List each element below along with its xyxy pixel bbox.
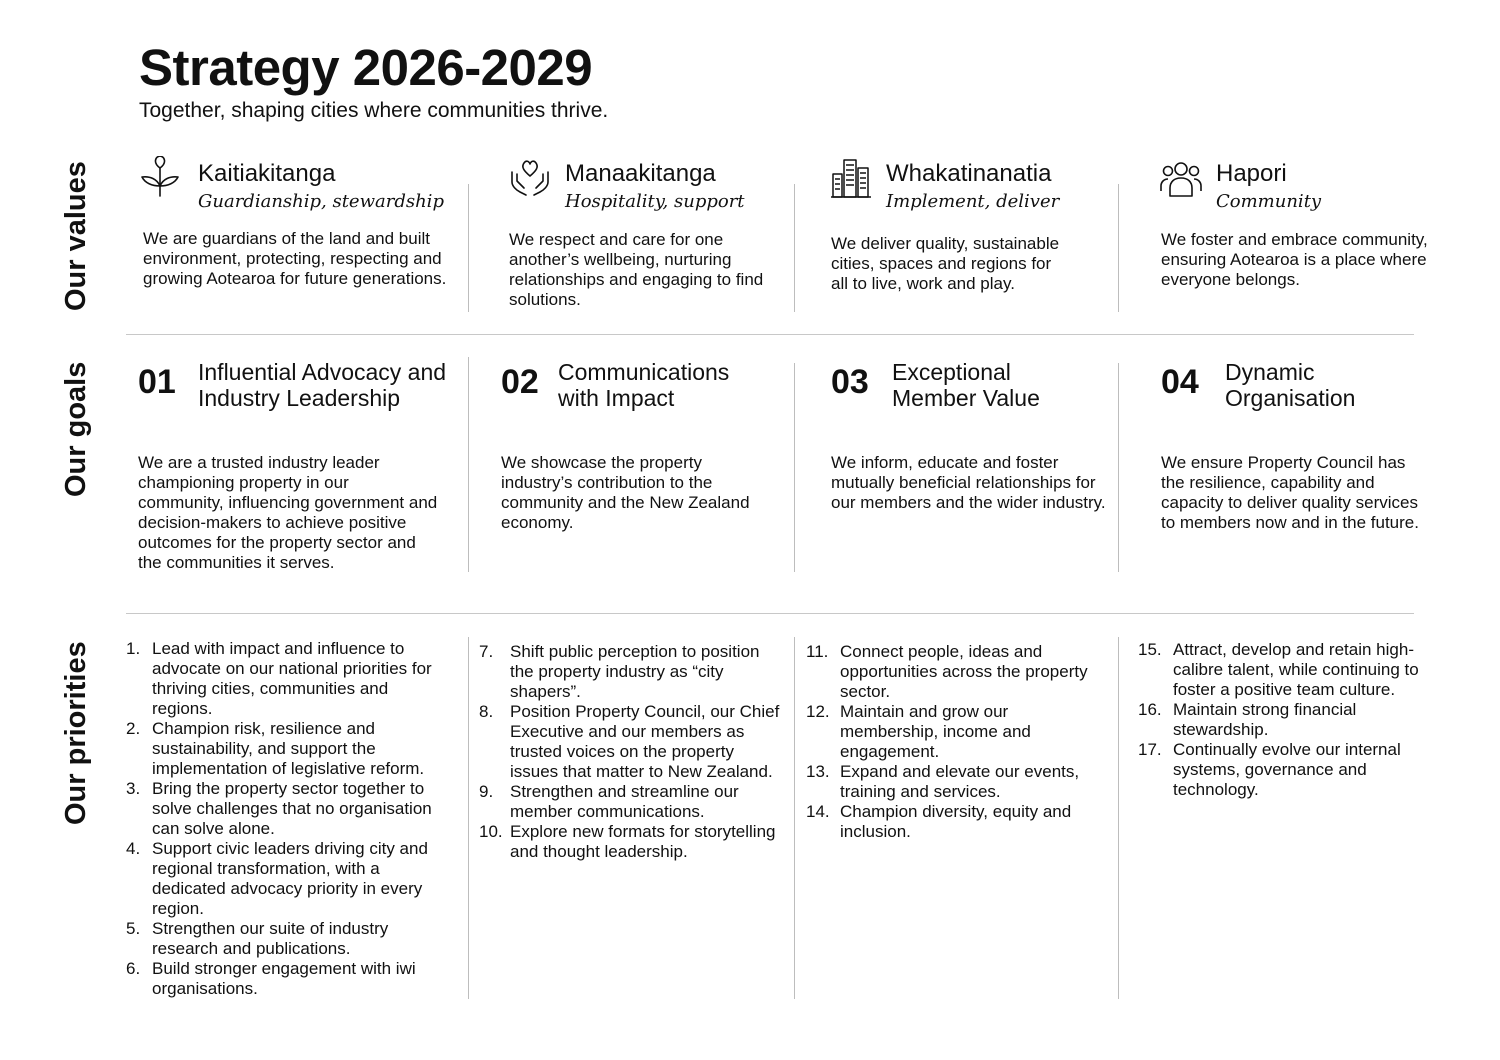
priority-item: 10. Explore new formats for storytelling and thought leadership.	[479, 822, 776, 861]
column-divider	[468, 184, 469, 312]
section-divider	[126, 334, 1414, 335]
priority-item: 6. Build stronger engagement with iwi organisations.	[126, 959, 416, 998]
section-divider	[126, 613, 1414, 614]
priority-item: 13. Expand and elevate our events, training and services.	[806, 762, 1080, 801]
priority-item: 7. Shift public perception to position the property industry as “city shapers”.	[479, 642, 760, 701]
column-divider	[1118, 637, 1119, 999]
value-description: We deliver quality, sustainable cities, spaces and regions for all to live, work and play.	[831, 234, 1060, 293]
priority-list	[806, 642, 1110, 842]
value-name: Hapori	[1216, 160, 1287, 187]
value-description: We are guardians of the land and built environment, protecting, respecting and growing Aotearoa for future generations.	[143, 229, 447, 288]
value-description: We respect and care for one another’s wellbeing, nurturing relationships and engaging to find solutions.	[509, 230, 764, 309]
column-divider	[794, 363, 795, 572]
value-translation: Guardianship, stewardship	[198, 191, 444, 213]
column-divider	[468, 357, 469, 572]
priority-list	[126, 639, 452, 999]
priority-item: 14. Champion diversity, equity and inclusion.	[806, 802, 1072, 841]
priority-item: 17. Continually evolve our internal systems, governance and technology.	[1138, 740, 1401, 799]
goal-number: 02	[501, 363, 539, 401]
goal-title: Exceptional Member Value	[892, 359, 1040, 411]
row-label-goals: Our goals	[60, 361, 92, 497]
city-buildings-icon	[830, 156, 870, 198]
priority-item: 16. Maintain strong financial stewardship.	[1138, 700, 1357, 739]
priority-item: 1. Lead with impact and influence to advocate on our national priorities for thriving cities, communities and regions.	[126, 639, 432, 718]
priority-list	[1138, 640, 1433, 800]
goal-number: 04	[1161, 363, 1199, 401]
value-translation: Community	[1216, 191, 1322, 213]
column-divider	[1118, 363, 1119, 572]
priority-item: 2. Champion risk, resilience and sustainability, and support the implementation of legislative reform.	[126, 719, 425, 778]
value-name: Kaitiakitanga	[198, 160, 336, 187]
plant-sprout-icon	[140, 156, 180, 198]
heart-hands-icon	[509, 158, 549, 200]
goal-description: We are a trusted industry leader championing property in our community, influencing government and decision-makers to achieve positive outcomes for the property sector and the communities it serves.	[138, 453, 438, 572]
row-label-priorities: Our priorities	[60, 641, 92, 825]
column-divider	[1118, 184, 1119, 312]
goal-description: We showcase the property industry’s contribution to the community and the New Zealand economy.	[501, 453, 750, 532]
goal-number: 01	[138, 363, 176, 401]
goal-title: Communications with Impact	[558, 359, 730, 411]
page-title: Strategy 2026-2029	[139, 39, 593, 96]
value-description: We foster and embrace community, ensuring Aotearoa is a place where everyone belongs.	[1161, 230, 1428, 289]
value-translation: Hospitality, support	[565, 191, 745, 213]
page-subtitle: Together, shaping cities where communities thrive.	[139, 99, 609, 122]
column-divider	[468, 637, 469, 999]
goal-number: 03	[831, 363, 869, 401]
row-label-values: Our values	[60, 161, 92, 311]
column-divider	[794, 184, 795, 312]
priority-item: 15. Attract, develop and retain high-calibre talent, while continuing to foster a positive team culture.	[1138, 640, 1419, 699]
goal-title: Influential Advocacy and Industry Leadership	[198, 359, 447, 411]
priority-item: 4. Support civic leaders driving city and regional transformation, with a dedicated advocacy priority in every region.	[126, 839, 428, 918]
column-divider	[794, 637, 795, 999]
value-translation: Implement, deliver	[886, 191, 1060, 213]
priority-item: 8. Position Property Council, our Chief Executive and our members as trusted voices on the property issues that matter to New Zealand.	[479, 702, 780, 781]
people-group-icon	[1160, 160, 1200, 202]
priority-item: 3. Bring the property sector together to solve challenges that no organisation can solve alone.	[126, 779, 432, 838]
priority-item: 12. Maintain and grow our membership, income and engagement.	[806, 702, 1031, 761]
priority-item: 11. Connect people, ideas and opportunities across the property sector.	[806, 642, 1088, 701]
value-name: Whakatinanatia	[886, 160, 1052, 187]
goal-title: Dynamic Organisation	[1225, 359, 1356, 411]
priority-item: 5. Strengthen our suite of industry research and publications.	[126, 919, 389, 958]
goal-description: We inform, educate and foster mutually beneficial relationships for our members and the wider industry.	[831, 453, 1106, 512]
goal-description: We ensure Property Council has the resilience, capability and capacity to deliver quality services to members now and in the future.	[1161, 453, 1419, 532]
priority-item: 9. Strengthen and streamline our member communications.	[479, 782, 739, 821]
priority-list	[479, 642, 780, 862]
value-name: Manaakitanga	[565, 160, 716, 187]
